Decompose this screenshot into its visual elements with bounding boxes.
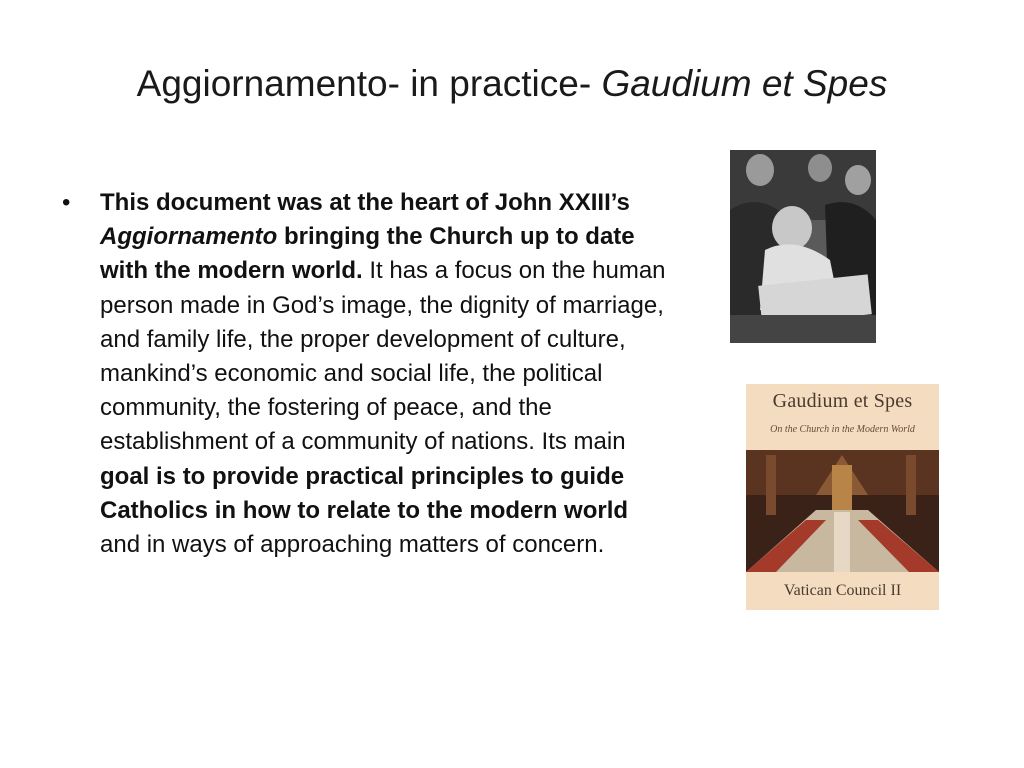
- book-cover-footer: Vatican Council II: [783, 582, 902, 599]
- bullet-item: [62, 186, 672, 562]
- bullet-bold-1: This document was at the heart of John XXIII’s: [100, 189, 630, 216]
- bullet-marker: •: [62, 189, 71, 216]
- slide-title: [0, 62, 1024, 106]
- title-italic: Gaudium et Spes: [601, 63, 888, 104]
- title-main: Aggiornamento- in practice-: [136, 63, 602, 104]
- bullet-bold-2: goal is to provide practical principles to guide Catholics in how to relate to the modern world: [100, 462, 629, 524]
- signing-photo-graphic: [730, 150, 876, 343]
- book-cover-subtitle: On the Church in the Modern World: [770, 424, 915, 435]
- bullet-bold-italic: Aggiornamento: [100, 223, 278, 251]
- basilica-image: [746, 450, 939, 572]
- book-cover-title: Gaudium et Spes: [772, 390, 913, 412]
- bullet-text-1: It has a focus on the human person made in God’s image, the dignity of marriage, and family life, the proper development of culture, mankind’s economic and social life, the political community, the fostering of peace, and the establishment of a community of nations. Its main: [100, 257, 666, 456]
- signing-photo: [730, 150, 876, 343]
- bullet-text-2: and in ways of approaching matters of concern.: [100, 531, 605, 559]
- bullet-bold-1-end: bringing the Church up to date with the modern world.: [100, 223, 635, 285]
- bullet-list: [62, 186, 672, 562]
- book-cover: [746, 384, 939, 610]
